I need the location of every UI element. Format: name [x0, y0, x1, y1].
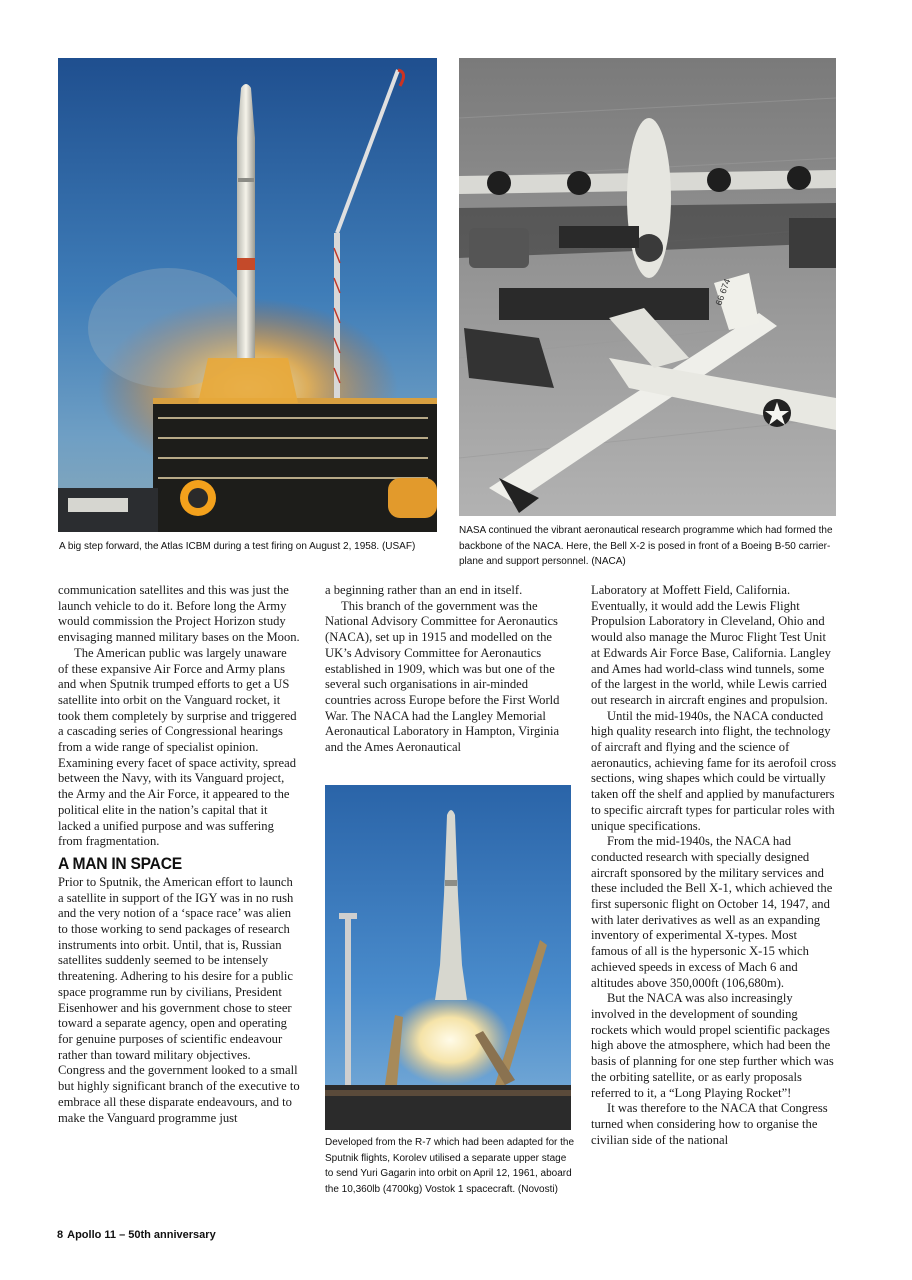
x2-photo-caption: NASA continued the vibrant aeronautical research programme which had formed the backbone of the NACA. Here, the Bell X-2 is posed in front of a Boeing B-50 carrier-plane and support personnel. (NACA)	[459, 525, 833, 567]
page-number: 8	[57, 1229, 64, 1241]
atlas-icbm-photo	[58, 58, 437, 532]
section-heading: A MAN IN SPACE	[58, 853, 182, 873]
paragraph: communication satellites and this was just the launch vehicle to do it. Before long the Army would commission the Project Horizon study envisaging manned military bases on the Moon.	[58, 583, 300, 645]
paragraph: This branch of the government was the National Advisory Committee for Aeronautics (NACA), set up in 1915 and modelled on the UK’s Advisory Committee for Aeronautics established in 1909, which was but one of the several such organisations in air-minded countries across Europe before the First World War. The NACA had the Langley Memorial Aeronautical Laboratory in Hampton, Virginia and the Ames Aeronautical	[325, 598, 560, 755]
bell-x2-photo	[459, 58, 836, 516]
publication-title: Apollo 11 – 50th anniversary	[67, 1229, 216, 1241]
atlas-photo-caption: A big step forward, the Atlas ICBM during a test firing on August 2, 1958. (USAF)	[59, 541, 416, 552]
x2-tail-number: 66 674	[713, 277, 733, 307]
vostok-photo-caption: Developed from the R-7 which had been adapted for the Sputnik flights, Korolev utilised a separate upper stage to send Yuri Gagarin into orbit on April 12, 1961, aboard the 10,360lb (4700kg) Vostok 1 spacecraft. (Novosti)	[325, 1137, 575, 1195]
paragraph: It was therefore to the NACA that Congress turned when considering how to organise the civilian side of the national	[591, 1101, 828, 1147]
paragraph: Prior to Sputnik, the American effort to launch a satellite in support of the IGY was in no rush and the very notion of a ‘space race’ was alien to those working to send packages of research instruments into orbit. Until, that is, Russian satellites suddenly seemed to be intensely threatening. Adhering to his desire for a public space programme run by civilians, President Eisenhower and his government chose to steer toward a separate agency, open and operating for genuine purposes of scientific endeavour rather than toward military objectives. Congress and the government looked to a small but highly significant branch of the executive to embrace all these disparate endeavours, and to make the Vanguard programme just	[58, 874, 300, 1125]
text-column-3	[591, 583, 837, 1148]
paragraph: Until the mid-1940s, the NACA conducted high quality research into flight, the technology of aircraft and flying and the science of aeronautics, achieving fame for its aerofoil cross sections, wing shapes which could be virtually taken off the shelf and applied by manufacturers to specific aircraft types for particular roles with unique specifications.	[591, 708, 837, 833]
vostok-launch-photo	[325, 785, 571, 1130]
paragraph: a beginning rather than an end in itself.	[325, 583, 523, 597]
text-column-2	[325, 583, 571, 756]
paragraph: But the NACA was also increasingly involved in the development of sounding rockets which would propel scientific packages high above the atmosphere, which had been the basis of planning for one step further which was the orbiting satellite, or as early proposals referred to it, a “Long Playing Rocket”!	[591, 991, 834, 1100]
page-footer	[57, 1229, 216, 1241]
paragraph: Laboratory at Moffett Field, California. Eventually, it would add the Lewis Flight Propulsion Laboratory in Cleveland, Ohio and would also manage the Muroc Flight Test Unit at Edwards Air Force Base, California. Langley and Ames had world-class wind tunnels, some of the largest in the world, while Lewis carried out research in aircraft engines and propulsion.	[591, 583, 831, 707]
paragraph: From the mid-1940s, the NACA had conducted research with specially designed aircraft sponsored by the military services and these included the Bell X-1, which achieved the first supersonic flight on October 14, 1947, and with later derivatives as well as an expanding inventory of experimental X-types. Most famous of all is the hypersonic X-15 which achieved speeds in excess of Mach 6 and altitudes above 350,000ft (106,680m).	[591, 834, 833, 990]
paragraph: The American public was largely unaware of these expansive Air Force and Army plans and when Sputnik trumped efforts to get a US satellite into orbit on the Vanguard rocket, it took them completely by surprise and triggered a cascading series of Congressional hearings from a wide range of specialist opinion. Examining every facet of space activity, spread between the Navy, with its Vanguard project, the Army and the Air Force, it appeared to the political elite in the nation’s capital that it lacked a unified purpose and was suffering from fragmentation.	[58, 645, 297, 849]
text-column-1	[58, 583, 300, 1126]
